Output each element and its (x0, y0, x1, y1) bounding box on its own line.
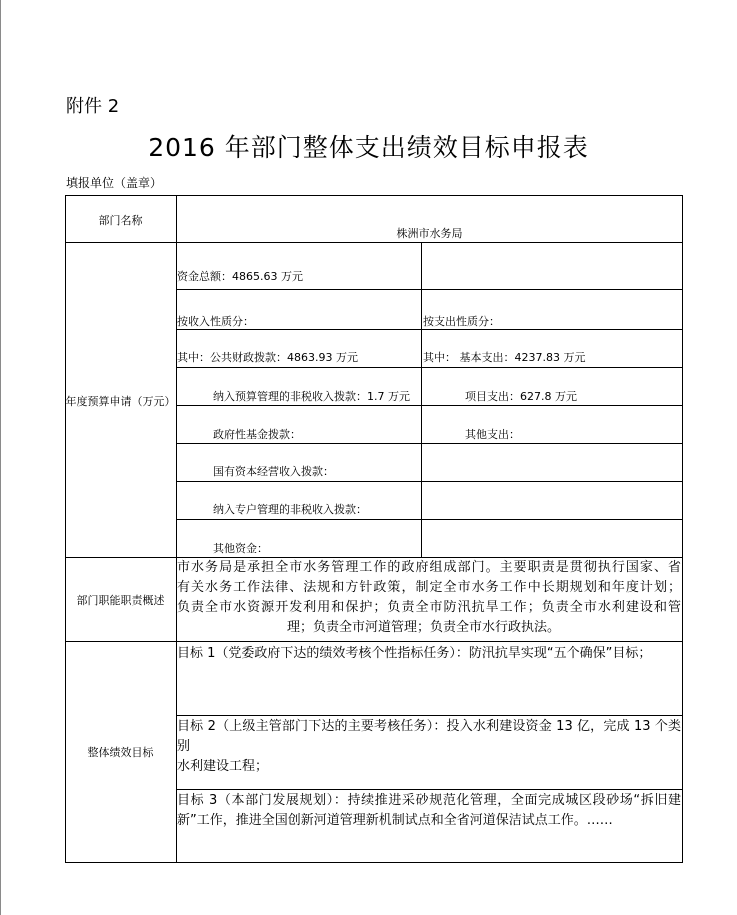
functions-label: 部门职能职责概述 (76, 594, 165, 607)
table-border-left (65, 195, 66, 863)
budget-state-capital: 国有资本经营收入拨款： (213, 465, 334, 478)
budget-gov-fund: 政府性基金拨款： (213, 428, 301, 441)
budget-other-expense: 其他支出： (465, 428, 520, 441)
row-divider (65, 242, 683, 243)
budget-other-fund: 其他资金： (213, 542, 268, 555)
row-divider (176, 481, 683, 482)
goal-2 (177, 717, 681, 777)
budget-non-tax-budget: 纳入预算管理的非税收入拨款：1.7 万元 (213, 390, 410, 403)
row-divider (176, 367, 683, 368)
table-border-bottom (65, 862, 683, 863)
budget-basic-expense: 其中： 基本支出：4237.83 万元 (423, 351, 586, 364)
budget-total: 资金总额：4865.63 万元 (177, 270, 303, 283)
goal-2-line: 目标 2（上级主管部门下达的主要考核任务）：投入水利建设资金 13 亿，完成 13 个类别 (177, 719, 681, 754)
functions-text (177, 558, 681, 638)
page-title: 2016 年部门整体支出绩效目标申报表 (148, 133, 589, 162)
goal-3-line: 新”工作，推进全国创新河道管理新机制试点和全省河道保洁试点工作。…… (177, 813, 613, 828)
row-divider (176, 329, 683, 330)
filing-unit-label: 填报单位（盖章） (66, 176, 163, 190)
goals-label: 整体绩效目标 (87, 746, 154, 759)
budget-label: 年度预算申请（万元） (65, 395, 176, 408)
row-divider (176, 405, 683, 406)
budget-project-expense: 项目支出：627.8 万元 (465, 390, 577, 403)
row-divider (176, 289, 683, 290)
functions-line: 理；负责全市河道管理；负责全市水行政执法。 (287, 620, 561, 635)
goal-3-line: 目标 3（本部门发展规划）：持续推进采砂规范化管理，全面完成城区段砂场“拆旧建 (177, 793, 681, 808)
budget-by-expense: 按支出性质分： (423, 315, 500, 328)
row-divider (176, 519, 683, 520)
goal-3 (177, 791, 681, 831)
row-divider (176, 789, 683, 790)
functions-line: 负责全市水资源开发利用和保护；负责全市防汛抗旱工作；负责全市水利建设和管 (177, 600, 681, 615)
row-divider (176, 715, 683, 716)
dept-name-value: 株洲市水务局 (396, 227, 463, 240)
row-divider (65, 641, 683, 642)
goal-1: 目标 1（党委政府下达的绩效考核个性指标任务）：防汛抗旱实现“五个确保”目标； (177, 646, 652, 661)
budget-public-finance: 其中：公共财政拨款：4863.93 万元 (177, 351, 358, 364)
goal-2-line: 水利建设工程； (177, 759, 269, 774)
row-divider (176, 443, 683, 444)
table-border-top (65, 195, 683, 196)
budget-non-tax-special: 纳入专户管理的非税收入拨款： (213, 503, 367, 516)
budget-column-divider (421, 242, 422, 557)
functions-line: 有关水务工作法律、法规和方针政策，制定全市水务工作中长期规划和年度计划； (177, 580, 681, 595)
dept-name-label: 部门名称 (98, 214, 143, 227)
functions-line: 市水务局是承担全市水务管理工作的政府组成部门。主要职责是贯彻执行国家、省 (177, 560, 681, 575)
attachment-label: 附件 2 (66, 96, 120, 117)
report-table (65, 195, 683, 863)
table-border-right (682, 195, 683, 863)
budget-by-income: 按收入性质分： (177, 315, 254, 328)
